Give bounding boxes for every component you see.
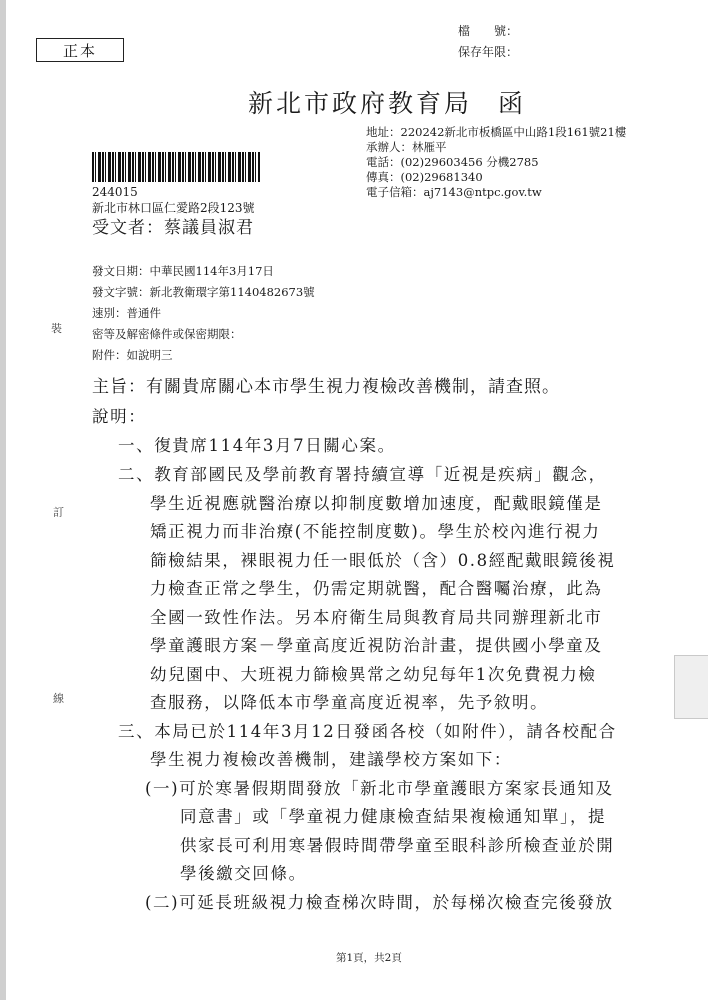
barcode bbox=[92, 152, 260, 182]
issue-date: 發文日期：中華民國114年3月17日 bbox=[92, 264, 274, 278]
subject-line: 主旨：有關貴席關心本市學生視力複檢改善機制，請查照。 bbox=[92, 377, 560, 397]
body-line: 三、本局已於114年3月12日發函各校（如附件），請各校配合 bbox=[118, 722, 617, 741]
sender-address: 地址：220242新北市板橋區中山路1段161號21樓 bbox=[366, 125, 627, 139]
sender-fax: 傳真：(02)29681340 bbox=[366, 170, 483, 184]
sender-phone: 電話：(02)29603456 分機2785 bbox=[366, 155, 539, 169]
page-edge-shadow bbox=[0, 0, 6, 1000]
body-line: 查服務，以降低本市學童高度近視率，先予敘明。 bbox=[150, 693, 549, 712]
official-seal-fragment bbox=[674, 655, 708, 719]
recipient-address: 新北市林口區仁愛路2段123號 bbox=[92, 201, 255, 215]
body-line: 學後繳交回條。 bbox=[180, 864, 307, 883]
body-line: 幼兒園中、大班視力篩檢異常之幼兒每年1次免費視力檢 bbox=[150, 665, 597, 684]
body-line: 全國一致性作法。另本府衛生局與教育局共同辦理新北市 bbox=[150, 608, 603, 627]
body-line: 供家長可利用寒暑假時間帶學童至眼科診所檢查並於開 bbox=[180, 836, 615, 855]
binding-mark-1: 裝 bbox=[51, 322, 62, 335]
binding-mark-2: 訂 bbox=[53, 506, 64, 519]
document-title bbox=[248, 84, 526, 120]
document-number: 發文字號：新北教衛環字第1140482673號 bbox=[92, 285, 315, 299]
sender-handler: 承辦人：林雁平 bbox=[366, 140, 447, 154]
attachment-note: 附件：如說明三 bbox=[92, 348, 173, 362]
title-doc-type: 函 bbox=[498, 89, 527, 118]
delivery-speed: 速別：普通件 bbox=[92, 306, 161, 320]
retention-period-label: 保存年限： bbox=[458, 45, 519, 59]
sender-email: 電子信箱：aj7143@ntpc.gov.tw bbox=[366, 185, 542, 199]
recipient-postcode: 244015 bbox=[92, 185, 138, 199]
body-line: 一、復貴席114年3月7日關心案。 bbox=[118, 436, 396, 455]
body-line: 學生視力複檢改善機制，建議學校方案如下： bbox=[150, 750, 512, 769]
body-line: 學童護眼方案－學童高度近視防治計畫，提供國小學童及 bbox=[150, 636, 603, 655]
body-line: 矯正視力而非治療(不能控制度數)。學生於校內進行視力 bbox=[150, 522, 601, 541]
body-line: (二)可延長班級視力檢查梯次時間，於每梯次檢查完後發放 bbox=[145, 893, 614, 912]
body-line: 力檢查正常之學生，仍需定期就醫，配合醫囑治療，此為 bbox=[150, 579, 603, 598]
body-line: (一)可於寒暑假期間發放「新北市學童護眼方案家長通知及 bbox=[145, 779, 614, 798]
copy-type-stamp: 正本 bbox=[36, 38, 124, 62]
secrecy-level: 密等及解密條件或保密期限： bbox=[92, 327, 242, 341]
body-line: 同意書」或「學童視力健康檢查結果複檢通知單」，提 bbox=[180, 807, 607, 826]
binding-mark-3: 線 bbox=[53, 692, 64, 705]
body-line: 學生近視應就醫治療以抑制度數增加速度，配戴眼鏡僅是 bbox=[150, 494, 603, 513]
body-line: 篩檢結果，裸眼視力任一眼低於（含）0.8經配戴眼鏡後視 bbox=[150, 551, 616, 570]
explanation-label: 說明： bbox=[92, 407, 147, 426]
title-org: 新北市政府教育局 bbox=[248, 89, 473, 118]
recipient-name: 受文者：蔡議員淑君 bbox=[92, 218, 254, 238]
page-number: 第1頁，共2頁 bbox=[336, 952, 402, 964]
file-number-label: 檔 號： bbox=[458, 24, 519, 38]
body-line: 二、教育部國民及學前教育署持續宣導「近視是疾病」觀念， bbox=[118, 465, 607, 484]
